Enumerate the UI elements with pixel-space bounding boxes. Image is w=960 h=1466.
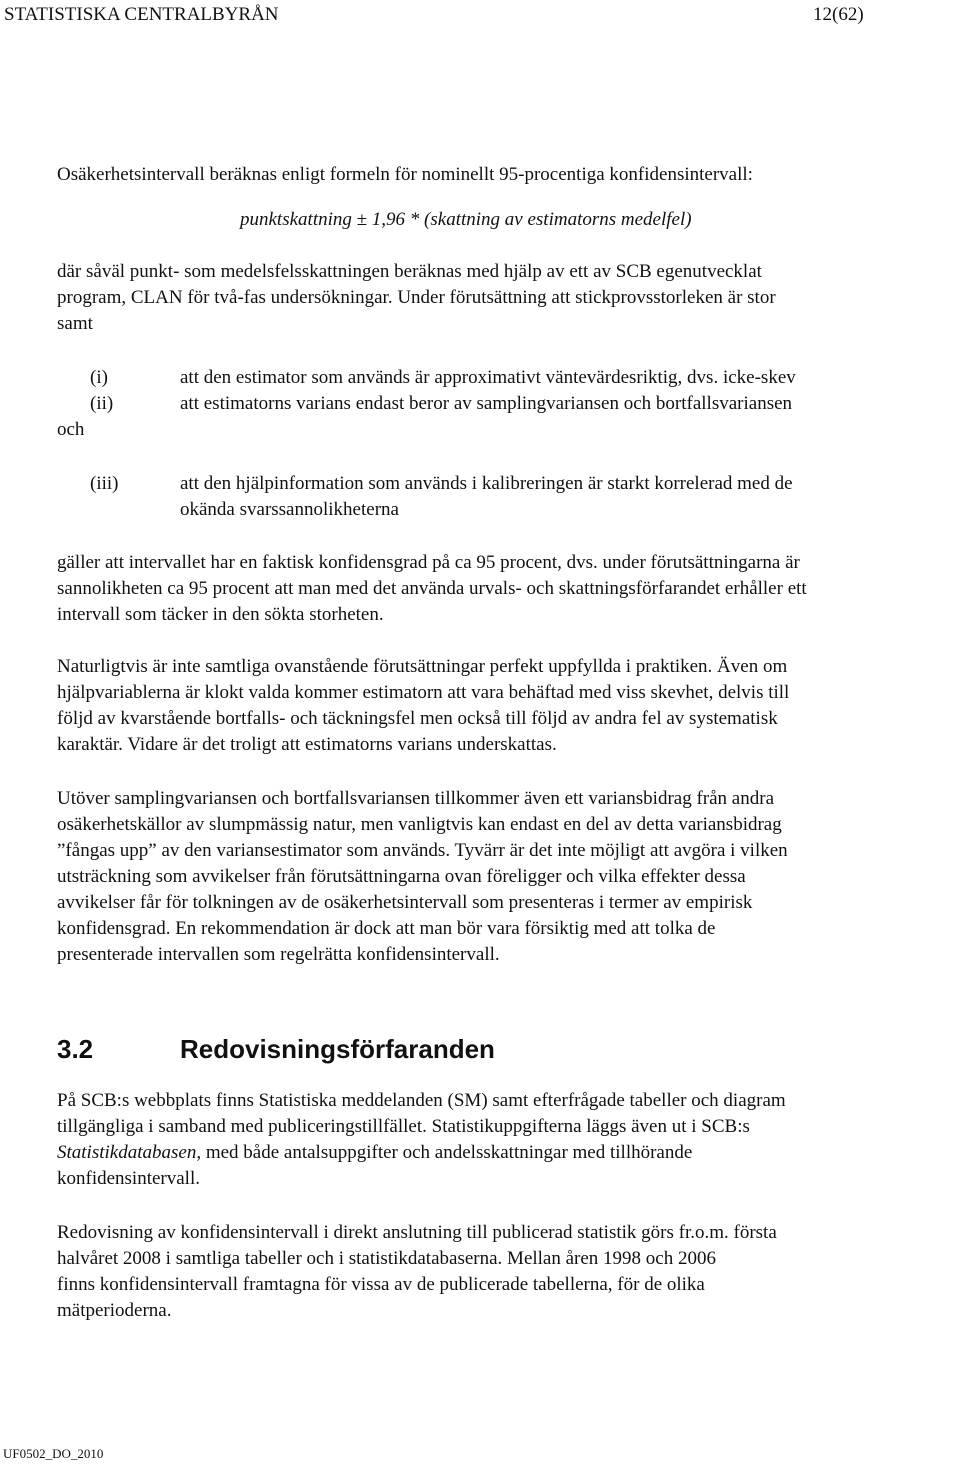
condition-text-iii: att den hjälpinformation som används i kalibreringen är starkt korrelerad med de [180, 473, 793, 494]
condition-label-iii: (iii) [90, 473, 119, 494]
condition-label-ii: (ii) [90, 393, 114, 414]
text-line: presenterade intervallen som regelrätta konfidensintervall. [57, 944, 500, 965]
formula: punktskattning ± 1,96 * (skattning av estimatorns medelfel) [240, 209, 692, 230]
text-line: karaktär. Vidare är det troligt att estimatorns varians underskattas. [57, 734, 557, 755]
paragraph-publication [57, 1088, 952, 1192]
text-line: Utöver samplingvariansen och bortfallsvariansen tillkommer även ett variansbidrag från andra [57, 788, 774, 809]
intro-text: Osäkerhetsintervall beräknas enligt formeln för nominellt 95-procentiga konfidensintervall: [57, 164, 753, 185]
text-line: avvikelser får för tolkningen av de osäkerhetsintervall som presenteras i termer av empirisk [57, 892, 753, 913]
text-line: konfidensintervall. [57, 1168, 200, 1189]
text-line: gäller att intervallet har en faktisk konfidensgrad på ca 95 procent, dvs. under förutsättningarna är [57, 552, 800, 573]
text-line: På SCB:s webbplats finns Statistiska meddelanden (SM) samt efterfrågade tabeller och diagram [57, 1090, 786, 1111]
condition-label-i: (i) [90, 367, 108, 388]
text-line: sannolikheten ca 95 procent att man med det använda urvals- och skattningsförfarandet erhåller ett [57, 578, 807, 599]
text-line: konfidensgrad. En rekommendation är dock att man bör vara försiktig med att tolka de [57, 918, 716, 939]
condition-text-ii: att estimatorns varians endast beror av samplingvariansen och bortfallsvariansen [180, 393, 793, 414]
paragraph-variance [57, 786, 952, 968]
section-number: 3.2 [57, 1034, 94, 1064]
text-line: halvåret 2008 i samtliga tabeller och i statistikdatabaserna. Mellan åren 1998 och 2006 [57, 1248, 716, 1269]
text-line: mätperioderna. [57, 1300, 172, 1321]
text-line [57, 1140, 952, 1166]
text-fragment: , med både antalsuppgifter och andelsskattningar med tillhörande [196, 1142, 693, 1163]
paragraph-reporting [57, 1220, 952, 1324]
text-line: ”fångas upp” av den variansestimator som används. Tyvärr är det inte möjligt att avgöra i vilken [57, 840, 788, 861]
database-name: Statistikdatabasen [57, 1142, 197, 1163]
section-title: Redovisningsförfaranden [180, 1034, 495, 1064]
text-line: intervall som täcker in den sökta storheten. [57, 604, 384, 625]
text-line: finns konfidensintervall framtagna för vissa av de publicerade tabellerna, för de olika [57, 1274, 705, 1295]
page-number: 12(62) [813, 4, 864, 25]
condition-text-i: att den estimator som används är approximativt väntevärdesriktig, dvs. icke-skev [180, 367, 796, 388]
paragraph-conditions-intro [57, 259, 952, 337]
text-line: tillgängliga i samband med publiceringstillfället. Statistikuppgifterna läggs även ut i SCB:s [57, 1116, 750, 1137]
condition-conjunction: och [57, 419, 85, 440]
header-organization: STATISTISKA CENTRALBYRÅN [4, 4, 279, 25]
text-line: där såväl punkt- som medelsfelsskattningen beräknas med hjälp av ett av SCB egenutvecklat [57, 261, 762, 282]
footer-document-id: UF0502_DO_2010 [3, 1446, 104, 1461]
text-line: Redovisning av konfidensintervall i direkt anslutning till publicerad statistik görs fr.o.m. första [57, 1222, 777, 1243]
text-line: utsträckning som avvikelser från förutsättningarna ovan föreligger och vilka effekter dessa [57, 866, 746, 887]
text-line: Naturligtvis är inte samtliga ovanstående förutsättningar perfekt uppfyllda i praktiken. Även om [57, 656, 788, 677]
text-line: hjälpvariablerna är klokt valda kommer estimatorn att vara behäftad med viss skevhet, delvis till [57, 682, 790, 703]
condition-text-iii-cont: okända svarssannolikheterna [180, 499, 399, 520]
text-line: osäkerhetskällor av slumpmässig natur, men vanligtvis kan endast en del av detta variansbidrag [57, 814, 782, 835]
text-line: samt [57, 313, 93, 334]
text-line: följd av kvarstående bortfalls- och täckningsfel men också till följd av andra fel av systematisk [57, 708, 778, 729]
paragraph-confidence [57, 550, 952, 628]
text-line: program, CLAN för två-fas undersökningar. Under förutsättning att stickprovsstorleken är stor [57, 287, 776, 308]
paragraph-assumptions [57, 654, 952, 758]
